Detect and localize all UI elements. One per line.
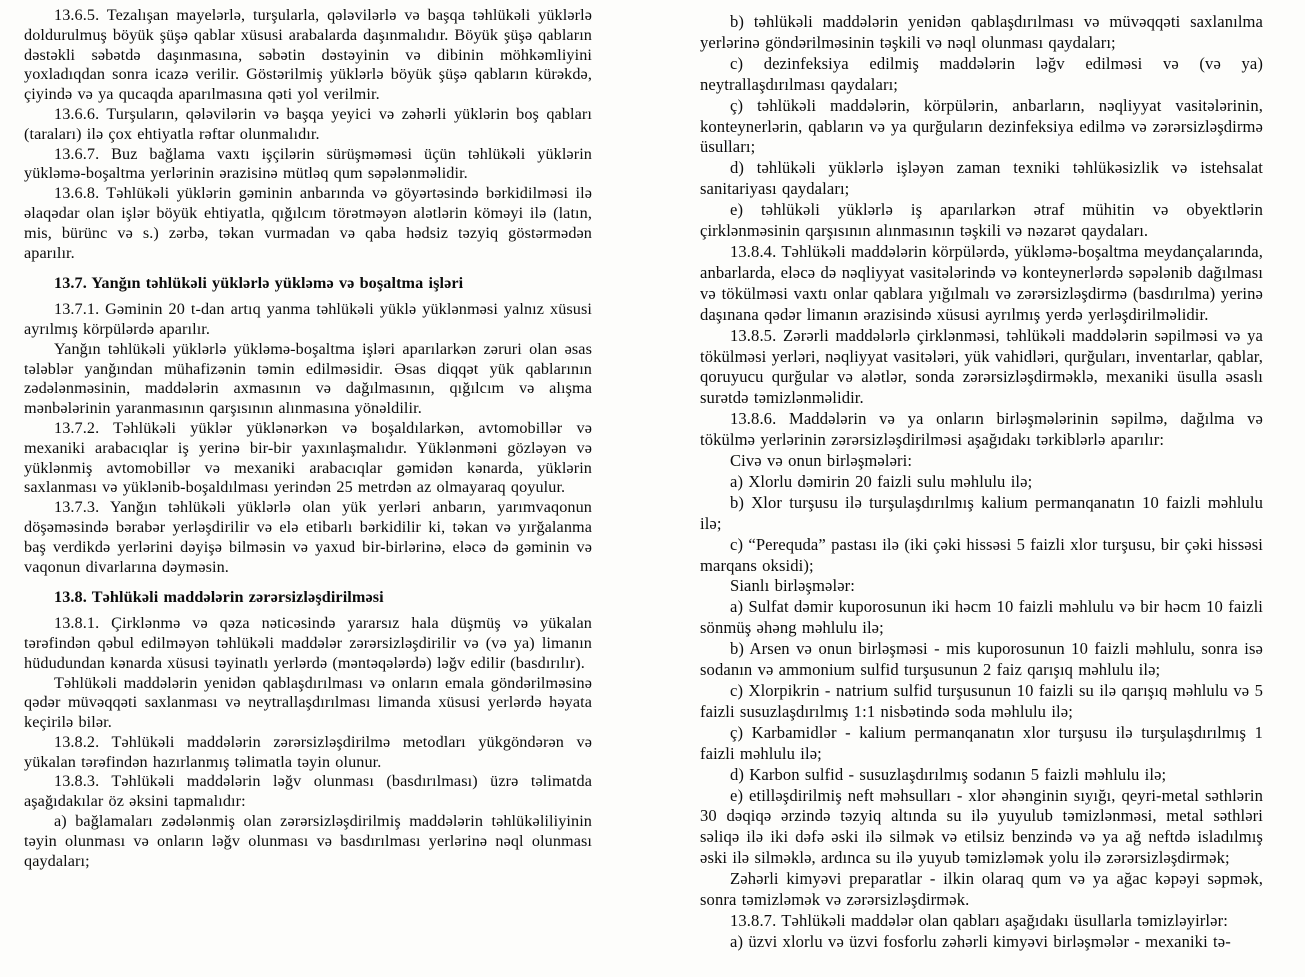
paragraph: d) Karbon sulfid - susuzlaşdırılmış sodanın 5 faizli məhlulu ilə; [730, 764, 1167, 784]
paragraph: 13.8.2. Təhlükəli maddələrin zərərsizləşdirilmə metodları yükgöndərən və yükalan tərəfindən hazırlanmış təlimatla təyin olunur. [24, 732, 592, 771]
paragraph: c) “Perequda” pastası ilə (iki çəki hissəsi 5 faizli xlor turşusu, bir çəki hissəsi marqans oksidi); [700, 534, 1263, 575]
paragraph: Zəhərli kimyəvi preparatlar - ilkin olaraq qum və ya ağac kəpəyi səpmək, sonra təmizləmək və zərərsizləşdirmək. [700, 869, 1263, 910]
paragraph: b) təhlükəli maddələrin yenidən qablaşdırılması və müvəqqəti saxlanılma yerlərinə göndərilməsinin təşkili və nəql olunması qaydaları; [700, 12, 1263, 52]
paragraph: 13.8.6. Maddələrin və ya onların birləşmələrinin səpilmə, dağılma və tökülmə yerlərinin zərərsizləşdirilməsi aşağıdakı tərkiblərlə aparılır: [700, 409, 1263, 450]
section-heading: 13.7. Yanğın təhlükəli yüklərlə yükləmə və boşaltma işləri [54, 274, 464, 293]
paragraph: Yanğın təhlükəli yüklərlə yükləmə-boşaltma işləri aparılarkən zəruri olan əsas tələblər yanğından mühafizənin təmin edilməsidir. Əsas diqqət yük qablarının zədələnməsinin, maddələrin axmasının və dağılmasının, qığılcım və alışma mənbələrinin yaranmasının qarşısının alınmasına yönəldilir. [24, 339, 592, 418]
paragraph: 13.8.7. Təhlükəli maddələr olan qabları aşağıdakı üsullarla təmizləyirlər: [730, 910, 1228, 930]
paragraph: 13.6.7. Buz bağlama vaxtı işçilərin sürüşməməsi üçün təhlükəli yüklərin yükləmə-boşaltma yerlərinin ərazisinə mütləq qum səpələnməlidir. [24, 144, 592, 183]
paragraph: 13.8.4. Təhlükəli maddələrin körpülərdə, yükləmə-boşaltma meydançalarında, anbarlarda, eləcə də nəqliyyat vasitələrində və konteynerlərdə səpələnib dağılması və tökülməsi vaxtı onlar qablara yığılmalı və zərərsizləşdirmə (basdırılma) yerinə daşınana qədər limanın ərazisində xüsusi ayrılmış yerdə yerləşdirilməlidir. [700, 241, 1263, 324]
section-heading: 13.8. Təhlükəli maddələrin zərərsizləşdirilməsi [54, 588, 384, 607]
paragraph: 13.8.3. Təhlükəli maddələrin ləğv olunması (basdırılması) üzrə təlimatda aşağıdakılar öz əksini tapmalıdır: [24, 772, 592, 811]
paragraph: d) təhlükəli yüklərlə işləyən zaman texniki təhlükəsizlik və istehsalat sanitariyası qaydaları; [700, 158, 1263, 199]
text-column-right [700, 6, 1263, 977]
paragraph: 13.6.8. Təhlükəli yüklərin gəminin anbarında və göyərtəsində bərkidilməsi ilə əlaqədar olan işlər böyük ehtiyatla, qığılcım törətməyən alətlərin köməyi ilə (latın, mis, bürünc və s.) zərbə, təkan vurmadan və qaba hədsiz təzyiq göstərmədən aparılır. [24, 184, 592, 262]
paragraph: 13.7.3. Yanğın təhlükəli yüklərlə olan yük yerləri anbarın, yarımvaqonun döşəməsində bərabər yerləşdirilir və elə etibarlı bərkidilir ki, təkan və yırğalanma baş verdikdə yerlərini dəyişə bilməsin və yaxud bir-birlərinə, eləcə də gəminin və vaqonun divarlarına dəyməsin. [24, 498, 592, 576]
paragraph: c) Xlorpikrin - natrium sulfid turşusunun 10 faizli su ilə qarışıq məhlulu və 5 faizli susuzlaşdırılmış 1:1 nisbətində soda məhlulu ilə; [700, 681, 1263, 721]
paragraph: ç) təhlükəli maddələrin, körpülərin, anbarların, nəqliyyat vasitələrinin, konteynerlərin, qabların və ya qurğuların dezinfeksiya edilmə və zərərsizləşdirmə üsulları; [700, 95, 1263, 157]
paragraph: Civə və onun birləşmələri: [730, 451, 913, 471]
text-column-left [24, 6, 592, 977]
paragraph: e) etilləşdirilmiş neft məhsulları - xlor əhənginin sıyığı, qeyri-metal səthlərin 30 dəqiqə ərzində təzyiq altında su ilə yuyulub təmizlənməsi, metal səthləri səliqə ilə iki dəfə əski ilə silmək və etilsiz benzində və ya ağ neftdə isladılmış əski ilə silməklə, ardınca su ilə yuyub təmizləmək yolu ilə zərərsizləşdirmək; [700, 785, 1263, 868]
paragraph: 13.8.1. Çirklənmə və qəza nəticəsində yararsız hala düşmüş və yükalan tərəfindən qəbul edilməyən təhlükəli maddələr zərərsizləşdirilir və (və ya) limanın hüdudundan kənarda xüsusi təyinatlı yerlərdə (məntəqələrdə) ləğv edilir (basdırılır). [24, 614, 592, 672]
paragraph: 13.7.1. Gəminin 20 t-dan artıq yanma təhlükəli yüklə yüklənməsi yalnız xüsusi ayrılmış körpülərdə aparılır. [24, 300, 592, 338]
paragraph: b) Arsen və onun birləşməsi - mis kuporosunun 10 faizli məhlulu, sonra isə sodanın və ammonium sulfid turşusunun 2 faiz qarışıq məhlulu ilə; [700, 639, 1263, 680]
paragraph: e) təhlükəli yüklərlə iş aparılarkən ətraf mühitin və obyektlərin çirklənməsinin qarşısının alınmasının təşkili və nəzarət qaydaları. [700, 200, 1263, 241]
paragraph: 13.7.2. Təhlükəli yüklər yüklənərkən və boşaldılarkən, avtomobillər və mexaniki arabacıqlar iş yerinə bir-bir yaxınlaşmalıdır. Yüklənməni gözləyən və yüklənmiş avtomobillər və mexaniki arabacıqlar gəmidən kənarda, yüklərin saxlanması və yüklənib-boşaldılması yerindən 25 metrdən az olmayaraq qoyulur. [24, 418, 592, 497]
paragraph: a) üzvi xlorlu və üzvi fosforlu zəhərli kimyəvi birləşmələr - mexaniki tə- [730, 931, 1231, 951]
paragraph: 13.6.5. Tezalışan mayelərlə, turşularla, qələvilərlə və başqa təhlükəli yüklərlə doldurulmuş böyük şüşə qablar xüsusi arabalarda daşınmalıdır. Böyük şüşə qabların dəstəkli səbətdə daşınmasına, səbətin dəstəyinin və dibinin möhkəmliyini yoxladıqdan sonra icazə verilir. Göstərilmiş yüklərlə böyük şüşə qabların kürəkdə, çiyində və ya qucaqda aparılmasına qəti yol verilmir. [24, 6, 592, 104]
paragraph: 13.6.6. Turşuların, qələvilərin və başqa yeyici və zəhərli yüklərin boş qabları (taraları) ilə çox ehtiyatla rəftar olunmalıdır. [24, 104, 592, 143]
paragraph: 13.8.5. Zərərli maddələrlə çirklənməsi, təhlükəli maddələrin səpilməsi və ya tökülməsi yerləri, nəqliyyat vasitələri, yük vahidləri, qurğuları, inventarlar, qablar, qoruyucu qurğular və alətlər, sonda zərərsizləşdirməklə, mexaniki üsulla əsaslı surətdə təmizlənməlidir. [700, 325, 1263, 408]
paragraph: b) Xlor turşusu ilə turşulaşdırılmış kalium permanqanatın 10 faizli məhlulu ilə; [700, 492, 1263, 533]
paragraph: ç) Karbamidlər - kalium permanqanatın xlor turşusu ilə turşulaşdırılmış 1 faizli məhlulu ilə; [700, 722, 1263, 763]
paragraph: Sianlı birləşmələr: [730, 576, 856, 596]
paragraph: Təhlükəli maddələrin yenidən qablaşdırılması və onların emala göndərilməsinə qədər müvəqqəti saxlanması və neytrallaşdırılması limanda xüsusi yerlərdə həyata keçirilə bilər. [24, 673, 592, 732]
paragraph: a) bağlamaları zədələnmiş olan zərərsizləşdirilmiş maddələrin təhlükəliliyinin təyin olunması və onların ləğv olunması və basdırılması yerlərinə nəql olunması qaydaları; [24, 812, 592, 870]
paragraph: a) Sulfat dəmir kuporosunun iki həcm 10 faizli məhlulu və bir həcm 10 faizli sönmüş əhəng məhlulu ilə; [700, 597, 1263, 638]
paragraph: c) dezinfeksiya edilmiş maddələrin ləğv edilməsi və (və ya) neytrallaşdırılması qaydaları; [700, 53, 1263, 94]
paragraph: a) Xlorlu dəmirin 20 faizli sulu məhlulu ilə; [730, 471, 1033, 491]
